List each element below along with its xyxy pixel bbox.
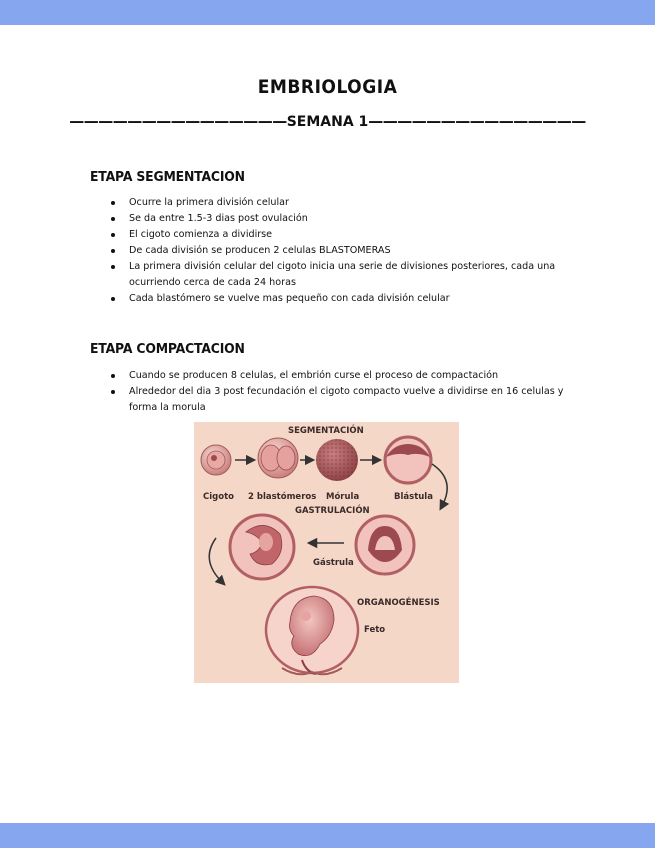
list-item: Se da entre 1.5-3 dias post ovulación (108, 211, 578, 227)
list-item: Cada blastómero se vuelve mas pequeño con cada división celular (108, 291, 578, 307)
list-item: Alrededor del dia 3 post fecundación el cigoto compacto vuelve a dividirse en 16 celulas y forma la morula (108, 384, 578, 416)
list-item: Ocurre la primera división celular (108, 195, 578, 211)
top-color-band (0, 0, 655, 25)
list-item: El cigoto comienza a dividirse (108, 227, 578, 243)
label-morula: Mórula (326, 492, 360, 502)
label-cigoto: Cigoto (203, 492, 234, 502)
blastula-illustration (385, 437, 431, 483)
two-blastomeres-illustration (258, 438, 298, 478)
cigoto-cell-illustration (201, 445, 231, 475)
week-label: SEMANA 1 (286, 114, 369, 130)
morula-illustration (316, 439, 358, 481)
section-heading-compactacion: ETAPA COMPACTACION (90, 341, 245, 357)
week-header (0, 112, 655, 130)
segmentacion-bullet-list (108, 195, 578, 307)
label-segmentacion: SEGMENTACIÓN (288, 426, 364, 436)
bottom-color-band (0, 823, 655, 848)
gastrula-illustration (356, 516, 414, 574)
label-blastula: Blástula (394, 492, 433, 502)
label-gastrula: Gástrula (313, 558, 354, 568)
label-blastomeros: 2 blastómeros (248, 492, 317, 502)
gastrula-embryo-illustration (230, 515, 294, 579)
curved-arrow-icon (209, 538, 222, 582)
fetus-illustration (266, 587, 358, 674)
list-item: De cada división se producen 2 celulas BLASTOMERAS (108, 243, 578, 259)
week-right-rule: ——————————————— (368, 112, 586, 130)
week-left-rule: ——————————————— (69, 112, 287, 130)
label-gastrulacion: GASTRULACIÓN (295, 506, 370, 516)
document-title: EMBRIOLOGIA (257, 76, 398, 98)
label-feto: Feto (364, 625, 386, 635)
list-item: Cuando se producen 8 celulas, el embrión curse el proceso de compactación (108, 368, 578, 384)
label-organogenesis: ORGANOGÉNESIS (357, 598, 440, 608)
list-item: La primera división celular del cigoto inicia una serie de divisiones posteriores, cada una ocurriendo cerca de cada 24 horas (108, 259, 578, 291)
compactacion-bullet-list (108, 368, 578, 416)
embryology-diagram (194, 422, 459, 683)
curved-arrow-icon (432, 464, 447, 506)
section-heading-segmentacion: ETAPA SEGMENTACION (90, 169, 245, 185)
